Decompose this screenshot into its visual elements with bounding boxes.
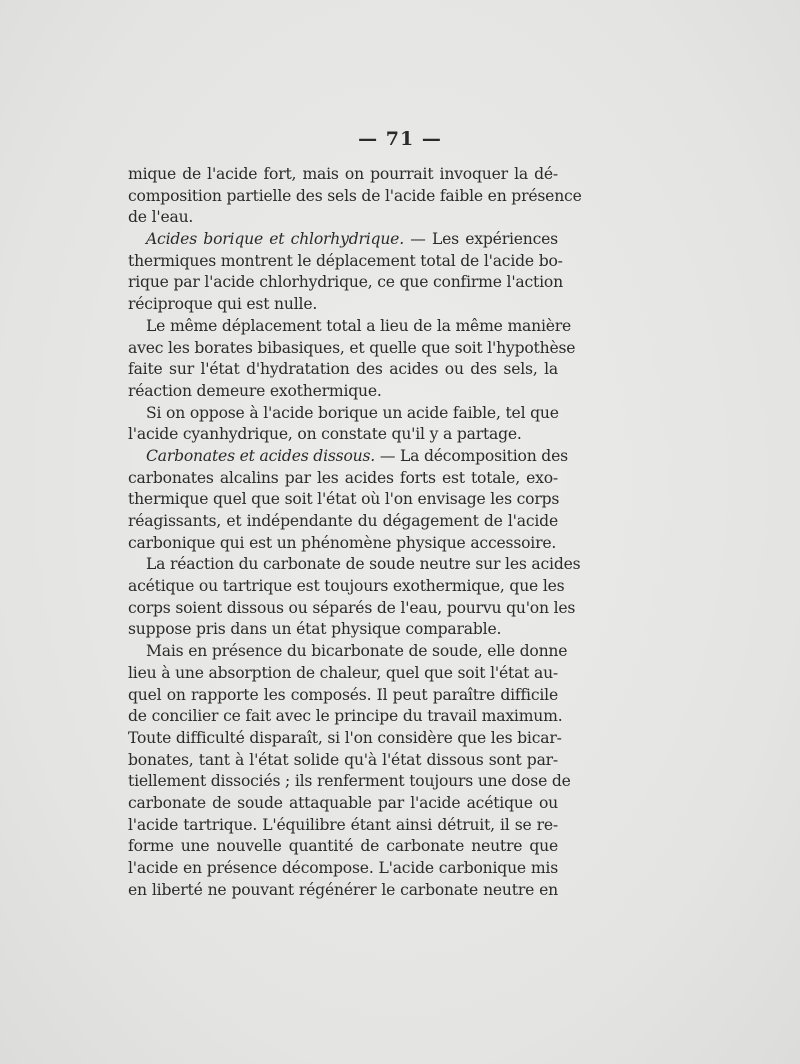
text-line: thermique quel que soit l'état où l'on envisage les corps: [128, 490, 560, 509]
section-heading: Carbonates et acides dissous.: [146, 446, 376, 465]
text-line: Mais en présence du bicarbonate de soude, elle donne: [146, 642, 568, 661]
text-line: Toute difficulté disparaît, si l'on considère que les bicar-: [128, 728, 562, 747]
text-line: La réaction du carbonate de soude neutre sur les acides: [146, 555, 581, 574]
text-line: réciproque qui est nulle.: [128, 295, 318, 314]
text-line: l'acide tartrique. L'équilibre étant ainsi détruit, il se re-: [128, 815, 558, 834]
text-line: réaction demeure exothermique.: [128, 381, 382, 400]
text-line: de concilier ce fait avec le principe du travail maximum.: [128, 707, 563, 726]
text-line: composition partielle des sels de l'acide faible en présence: [128, 186, 582, 205]
text-line: carbonate de soude attaquable par l'acide acétique ou: [128, 793, 558, 812]
section-heading-line: Acides borique et chlorhydrique. — Les expériences: [146, 230, 558, 249]
text-line: en liberté ne pouvant régénérer le carbonate neutre en: [128, 880, 558, 899]
text-line: bonates, tant à l'état solide qu'à l'état dissous sont par-: [128, 750, 558, 769]
text-line: de l'eau.: [128, 208, 194, 227]
section-heading-line: Carbonates et acides dissous. — La décomposition des: [146, 446, 568, 465]
text-line: l'acide en présence décompose. L'acide carbonique mis: [128, 859, 558, 877]
text-line: suppose pris dans un état physique comparable.: [128, 620, 502, 639]
text-line: avec les borates bibasiques, et quelle que soit l'hypothèse: [128, 338, 576, 357]
page-number: — 71 —: [358, 128, 442, 150]
text-line: rique par l'acide chlorhydrique, ce que confirme l'action: [128, 273, 563, 292]
text-line: lieu à une absorption de chaleur, quel que soit l'état au-: [128, 663, 558, 682]
text-line: corps soient dissous ou séparés de l'eau, pourvu qu'on les: [128, 598, 576, 617]
text-line: carbonates alcalins par les acides forts est totale, exo-: [128, 468, 558, 487]
text-line: tiellement dissociés ; ils renferment toujours une dose de: [128, 772, 571, 791]
text-line: l'acide cyanhydrique, on constate qu'il y a partage.: [128, 425, 522, 444]
text-line: carbonique qui est un phénomène physique accessoire.: [128, 533, 557, 552]
text-line: quel on rapporte les composés. Il peut paraître difficile: [128, 685, 558, 704]
text-line: acétique ou tartrique est toujours exothermique, que les: [128, 577, 565, 596]
section-heading: Acides borique et chlorhydrique.: [146, 230, 404, 249]
text-line: forme une nouvelle quantité de carbonate neutre que: [128, 837, 558, 856]
text-line: mique de l'acide fort, mais on pourrait invoquer la dé-: [128, 165, 558, 183]
text-line: Si on oppose à l'acide borique un acide faible, tel que: [146, 403, 559, 422]
text-line: réagissants, et indépendante du dégagement de l'acide: [128, 512, 558, 530]
text-line: Le même déplacement total a lieu de la même manière: [146, 316, 572, 335]
text-line: faite sur l'état d'hydratation des acides ou des sels, la: [128, 360, 558, 379]
text-line: thermiques montrent le déplacement total de l'acide bo-: [128, 251, 563, 270]
body-text: [128, 164, 582, 901]
